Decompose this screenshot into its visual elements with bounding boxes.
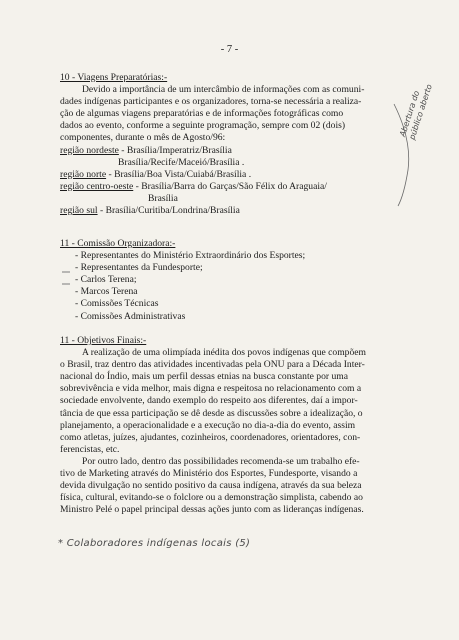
paragraph-line: A realização de uma olimpíada inédita dos povos indígenas que compõem [82,347,366,359]
paragraph-line: devida divulgação no sentido positivo da causa indígena, através da sua beleza [60,480,362,492]
region-line: Brasília/Recife/Maceió/Brasília . [118,156,245,168]
paragraph-line: sociedade envolvente, dando exemplo do respeito aos diferentes, daí a impor- [60,395,358,407]
paragraph-line: nacional do Índio, mais um perfil dessas etnias na busca constante por uma [60,371,348,383]
handwritten-margin-note: Abertura do público aberto [398,83,434,141]
section-viagens [60,72,390,217]
paragraph-line: tivo de Marketing através do Ministério dos Esportes, Fundesporte, visando a [60,468,358,480]
section-heading: 11 - Objetivos Finais:- [60,335,147,346]
section-heading: 11 - Comissão Organizadora:- [60,238,176,249]
paragraph-line: dades indígenas participantes e os organizadores, torna-se necessária a realiza- [60,96,362,108]
region-line: região sul - Brasília/Curitiba/Londrina/Brasília [60,205,240,217]
handwritten-bracket-mark [390,100,420,210]
list-item: - Carlos Terena; [75,274,137,286]
paragraph-line: tância de que essa participação se dê desde as discussões sobre a idealização, o [60,407,363,419]
paragraph-line: dados ao evento, conforme a seguinte programação, sempre com 02 (dois) [60,120,346,132]
paragraph-line: o Brasil, traz dentro das atividades incentivadas pela ONU para a Década Inter- [60,359,365,371]
region-line: região nordeste - Brasília/Imperatriz/Brasília [60,144,232,156]
handwritten-bottom-note: * Colaboradores indígenas locais (5) [58,538,251,549]
paragraph-line: ção de algumas viagens preparatórias e de informações fotográficas como [60,108,344,120]
paragraph-line: como atletas, juízes, ajudantes, cozinheiros, coordenadores, orientadores, con- [60,431,361,443]
section-heading: 10 - Viagens Preparatórias:- [60,72,168,83]
page-number: - 7 - [220,44,239,55]
paragraph-line: planejamento, a operacionalidade e a execução no dia-a-dia do evento, assim [60,419,356,431]
paragraph-line: Devido a importância de um intercâmbio de informações com as comuni- [82,84,365,96]
list-item: - Marcos Terena [75,286,138,298]
section-objetivos [60,335,390,516]
region-line: região norte - Brasília/Boa Vista/Cuiabá/Brasília . [60,168,252,180]
region-line: região centro-oeste - Brasília/Barra do Garças/São Félix do Araguaia/ [60,180,327,192]
region-line: Brasília [148,192,178,204]
list-item: - Comissões Técnicas [75,298,159,310]
section-comissao [60,238,390,323]
paragraph-line: Por outro lado, dentro das possibilidades recomenda-se um trabalho efe- [82,455,360,467]
paragraph-line: sobrevivência e vida melhor, mais digna e respeitosa no relacionamento com a [60,383,362,395]
list-item: - Comissões Administrativas [75,310,186,322]
paragraph-line: Ministro Pelé o papel principal dessas ações junto com as lideranças indígenas. [60,504,364,516]
paragraph-line: física, cultural, evitando-se o folclore ou a demonstração simplista, cabendo ao [60,492,363,504]
paragraph-line: ferencistas, etc. [60,443,120,455]
handwritten-brace-mark [60,268,100,298]
list-item: - Representantes do Ministério Extraordinário dos Esportes; [75,250,306,262]
paragraph-line: componentes, durante o mês de Agosto/96: [60,132,226,144]
list-item: - Representantes da Fundesporte; [75,262,203,274]
